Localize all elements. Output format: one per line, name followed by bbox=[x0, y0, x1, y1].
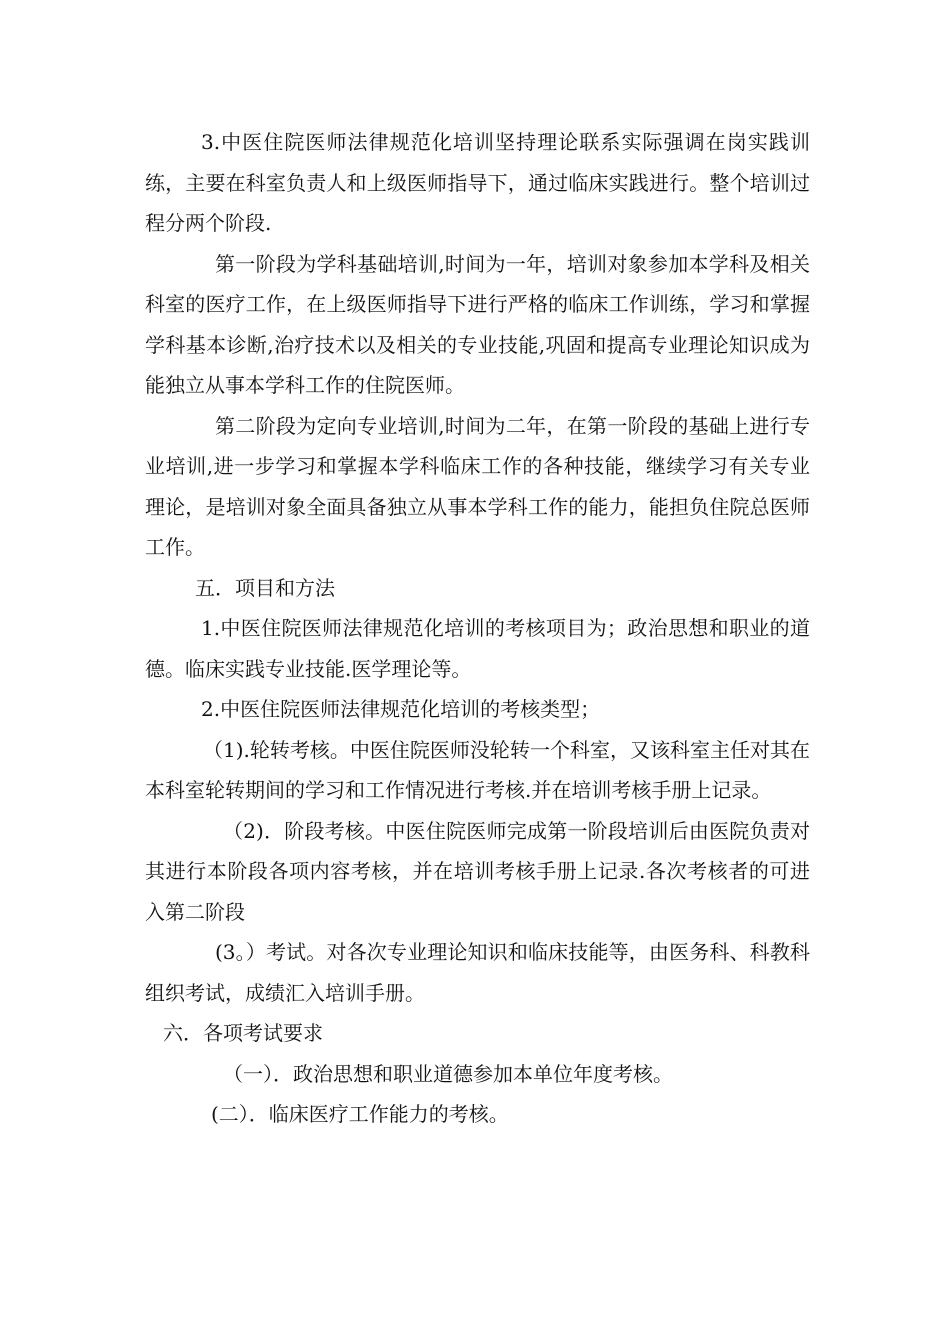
document-body bbox=[145, 122, 810, 1135]
paragraph-examination: (3。）考试。对各次专业理论知识和临床技能等，由医务科、科教科组织考试，成绩汇入培训手册。 bbox=[145, 940, 810, 1005]
section-heading-exam-requirements: 六．各项考试要求 bbox=[163, 1021, 323, 1045]
paragraph-stage-two: 第二阶段为定向专业培训,时间为二年，在第一阶段的基础上进行专业培训,进一步学习和掌握本学科临床工作的各种技能，继续学习有关专业理论，是培训对象全面具备独立从事本学科工作的能力，能担负住院总医师工作。 bbox=[145, 413, 810, 559]
paragraph-rotation-assessment: （1).轮转考核。中医住院医师没轮转一个科室，又该科室主任对其在本科室轮转期间的学习和工作情况进行考核.并在培训考核手册上记录。 bbox=[145, 737, 810, 802]
paragraph-stage-one: 第一阶段为学科基础培训,时间为一年，培训对象参加本学科及相关科室的医疗工作，在上级医师指导下进行严格的临床工作训练，学习和掌握学科基本诊断,治疗技术以及相关的专业技能,巩固和提高专业理论知识成为能独立从事本学科工作的住院医师。 bbox=[145, 251, 810, 397]
paragraph-clinical-ability: (二）．临床医疗工作能力的考核。 bbox=[211, 1102, 509, 1126]
paragraph-assessment-types: 2.中医住院医师法律规范化培训的考核类型； bbox=[201, 697, 601, 721]
paragraph-stage-assessment: （2)．阶段考核。中医住院医师完成第一阶段培训后由医院负责对其进行本阶段各项内容考核，并在培训考核手册上记录.各次考核者的可进入第二阶段 bbox=[145, 818, 810, 924]
section-heading-items-methods: 五．项目和方法 bbox=[195, 575, 335, 600]
paragraph-assessment-items: 1.中医住院医师法律规范化培训的考核项目为；政治思想和职业的道德。临床实践专业技能.医学理论等。 bbox=[145, 616, 810, 681]
paragraph-political-ethics: （一）．政治思想和职业道德参加本单位年度考核。 bbox=[223, 1061, 673, 1086]
paragraph-training-practice: 3.中医住院医师法律规范化培训坚持理论联系实际强调在岗实践训练，主要在科室负责人和上级医师指导下，通过临床实践进行。整个培训过程分两个阶段. bbox=[145, 130, 810, 235]
